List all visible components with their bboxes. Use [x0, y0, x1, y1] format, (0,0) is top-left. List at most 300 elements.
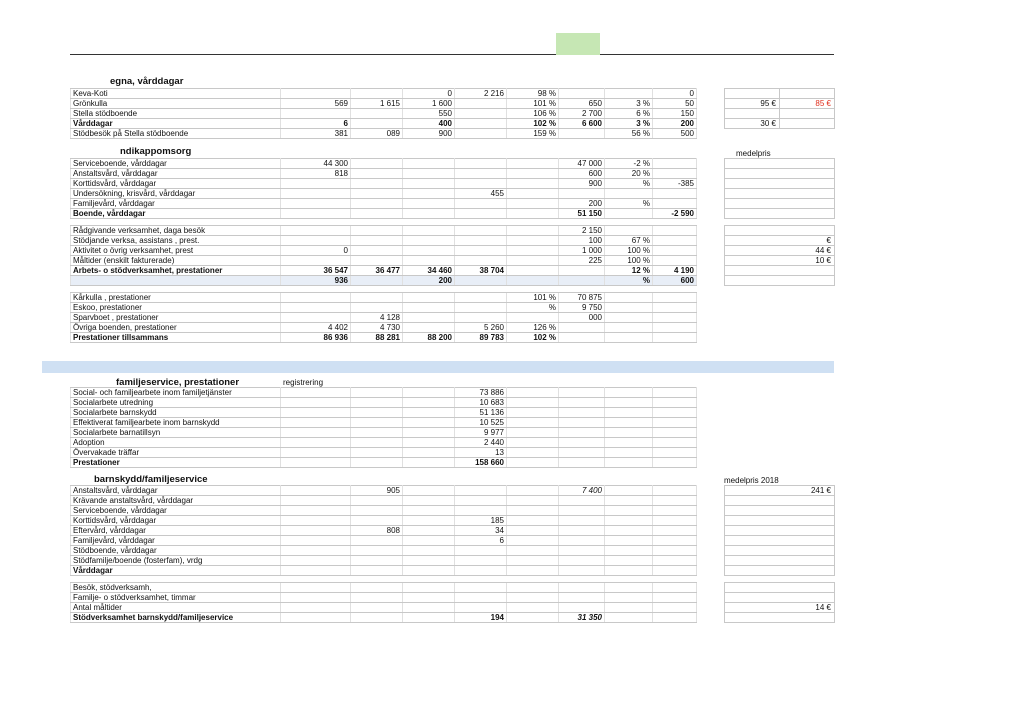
price-row	[725, 266, 835, 276]
table-row	[71, 448, 697, 458]
value-cell	[653, 438, 697, 448]
value-cell	[507, 179, 559, 189]
price-cell	[725, 593, 835, 603]
price-cell	[725, 566, 835, 576]
value-cell: 2 440	[455, 438, 507, 448]
value-cell	[559, 333, 605, 343]
price-row	[725, 486, 835, 496]
value-cell: 88 281	[351, 333, 403, 343]
price-cell	[725, 89, 780, 99]
value-cell	[507, 506, 559, 516]
value-cell: 36 477	[351, 266, 403, 276]
value-cell	[653, 323, 697, 333]
value-cell	[281, 303, 351, 313]
value-cell: 381	[281, 129, 351, 139]
value-cell: 31 350	[559, 613, 605, 623]
value-cell	[351, 388, 403, 398]
price-row	[725, 219, 835, 226]
row-label: Prestationer	[71, 458, 281, 468]
value-cell	[653, 583, 697, 593]
row-label: Undersökning, krisvård, vårddagar	[71, 189, 281, 199]
spacer-cell	[281, 219, 351, 226]
spacer-cell	[725, 576, 835, 583]
value-cell: 650	[559, 99, 605, 109]
section-title-familjeservice: familjeservice, prestationer	[116, 377, 240, 388]
value-cell	[403, 526, 455, 536]
table-row	[71, 169, 697, 179]
value-cell	[559, 526, 605, 536]
value-cell: 51 136	[455, 408, 507, 418]
value-cell: 0	[403, 89, 455, 99]
value-cell	[281, 536, 351, 546]
table-row	[71, 89, 697, 99]
value-cell	[507, 603, 559, 613]
value-cell	[281, 526, 351, 536]
table-row	[71, 408, 697, 418]
value-cell	[351, 189, 403, 199]
row-label: Familjevård, vårddagar	[71, 536, 281, 546]
value-cell	[507, 276, 559, 286]
value-cell	[507, 516, 559, 526]
table-row	[71, 418, 697, 428]
value-cell	[559, 398, 605, 408]
value-cell: 34	[455, 526, 507, 536]
value-cell	[281, 408, 351, 418]
value-cell	[605, 438, 653, 448]
table-row	[71, 516, 697, 526]
value-cell: -2 590	[653, 209, 697, 219]
value-cell	[455, 313, 507, 323]
table-row	[71, 486, 697, 496]
price-cell: 85 €	[780, 99, 835, 109]
row-label: Anstaltsvård, vårddagar	[71, 486, 281, 496]
price-cell	[725, 266, 835, 276]
value-cell	[281, 566, 351, 576]
value-cell	[653, 199, 697, 209]
table-row	[71, 603, 697, 613]
value-cell	[653, 256, 697, 266]
value-cell: 50	[653, 99, 697, 109]
value-cell	[605, 388, 653, 398]
value-cell	[653, 189, 697, 199]
value-cell	[653, 236, 697, 246]
value-cell	[559, 418, 605, 428]
row-label: Familjevård, vårddagar	[71, 199, 281, 209]
value-cell: 9 977	[455, 428, 507, 438]
value-cell	[605, 536, 653, 546]
value-cell	[605, 448, 653, 458]
row-label: Aktivitet o övrig verksamhet, prest	[71, 246, 281, 256]
row-label: Familje- o stödverksamhet, timmar	[71, 593, 281, 603]
value-cell: 34 460	[403, 266, 455, 276]
value-cell	[653, 556, 697, 566]
value-cell: 73 886	[455, 388, 507, 398]
value-cell	[455, 603, 507, 613]
row-label: Keva-Koti	[71, 89, 281, 99]
value-cell	[351, 438, 403, 448]
value-cell	[653, 159, 697, 169]
price-row	[725, 603, 835, 613]
value-cell	[351, 593, 403, 603]
table-row	[71, 246, 697, 256]
registrering-label: registrering	[283, 378, 324, 387]
price-cell	[725, 199, 835, 209]
value-cell	[507, 546, 559, 556]
table-row	[71, 179, 697, 189]
value-cell	[507, 583, 559, 593]
value-cell	[351, 546, 403, 556]
price-cell	[725, 583, 835, 593]
table-row	[71, 576, 697, 583]
table-row	[71, 593, 697, 603]
value-cell: 4 402	[281, 323, 351, 333]
row-label: Vårddagar	[71, 119, 281, 129]
value-cell	[507, 566, 559, 576]
value-cell	[605, 293, 653, 303]
value-cell: %	[605, 199, 653, 209]
value-cell: 2 150	[559, 226, 605, 236]
value-cell	[403, 536, 455, 546]
value-cell: 51 150	[559, 209, 605, 219]
price-row	[725, 199, 835, 209]
value-cell	[403, 408, 455, 418]
value-cell	[507, 256, 559, 266]
table-hospital-days	[70, 88, 697, 139]
value-cell	[605, 189, 653, 199]
spacer-cell	[281, 286, 351, 293]
value-cell	[281, 593, 351, 603]
value-cell	[605, 516, 653, 526]
value-cell	[351, 159, 403, 169]
value-cell	[351, 226, 403, 236]
price-cell	[725, 496, 835, 506]
value-cell: 0	[281, 246, 351, 256]
row-label: Besök, stödverksamh,	[71, 583, 281, 593]
table-child-protection-prices	[724, 485, 835, 623]
value-cell	[351, 448, 403, 458]
table-row	[71, 496, 697, 506]
value-cell	[281, 313, 351, 323]
price-row	[725, 89, 835, 99]
value-cell: 100	[559, 236, 605, 246]
spacer-cell	[403, 576, 455, 583]
value-cell	[281, 603, 351, 613]
value-cell	[605, 526, 653, 536]
table-row	[71, 398, 697, 408]
value-cell	[559, 536, 605, 546]
value-cell	[559, 603, 605, 613]
value-cell	[507, 536, 559, 546]
value-cell: 70 875	[559, 293, 605, 303]
value-cell	[403, 506, 455, 516]
spacer-cell	[605, 286, 653, 293]
header-rule	[70, 54, 834, 55]
value-cell	[653, 408, 697, 418]
value-cell: 36 547	[281, 266, 351, 276]
value-cell	[351, 566, 403, 576]
spacer-cell	[455, 219, 507, 226]
row-label: Eskoo, prestationer	[71, 303, 281, 313]
value-cell	[455, 486, 507, 496]
price-cell	[725, 226, 835, 236]
value-cell	[507, 408, 559, 418]
value-cell	[605, 398, 653, 408]
row-label: Rådgivande verksamhet, daga besök	[71, 226, 281, 236]
table-row	[71, 333, 697, 343]
value-cell	[351, 236, 403, 246]
price-cell: 10 €	[725, 256, 835, 266]
value-cell	[403, 246, 455, 256]
spacer-cell	[281, 576, 351, 583]
price-cell	[725, 556, 835, 566]
price-row	[725, 99, 835, 109]
value-cell: 88 200	[403, 333, 455, 343]
price-row	[725, 516, 835, 526]
value-cell	[605, 486, 653, 496]
value-cell	[507, 613, 559, 623]
value-cell	[605, 303, 653, 313]
value-cell	[281, 486, 351, 496]
value-cell	[455, 209, 507, 219]
value-cell	[351, 496, 403, 506]
value-cell	[559, 448, 605, 458]
value-cell	[507, 246, 559, 256]
section-title-barnskydd: barnskydd/familjeservice	[94, 474, 208, 485]
value-cell	[507, 266, 559, 276]
value-cell	[653, 613, 697, 623]
value-cell: 56 %	[605, 129, 653, 139]
value-cell	[653, 428, 697, 438]
table-row	[71, 613, 697, 623]
value-cell	[403, 323, 455, 333]
value-cell	[605, 226, 653, 236]
value-cell: 126 %	[507, 323, 559, 333]
value-cell	[653, 603, 697, 613]
price-row	[725, 276, 835, 286]
value-cell	[403, 566, 455, 576]
value-cell: 86 936	[281, 333, 351, 343]
price-row	[725, 209, 835, 219]
price-row	[725, 613, 835, 623]
value-cell	[605, 333, 653, 343]
value-cell	[653, 546, 697, 556]
value-cell: 225	[559, 256, 605, 266]
value-cell: 9 750	[559, 303, 605, 313]
table-row	[71, 428, 697, 438]
table-row	[71, 159, 697, 169]
value-cell	[507, 159, 559, 169]
value-cell	[455, 129, 507, 139]
value-cell	[403, 398, 455, 408]
price-row	[725, 189, 835, 199]
value-cell	[403, 418, 455, 428]
value-cell: 7 400	[559, 486, 605, 496]
value-cell	[281, 428, 351, 438]
value-cell	[559, 388, 605, 398]
table-row	[71, 556, 697, 566]
value-cell	[281, 199, 351, 209]
value-cell	[559, 506, 605, 516]
price-cell: 14 €	[725, 603, 835, 613]
value-cell	[605, 546, 653, 556]
value-cell: 936	[281, 276, 351, 286]
value-cell	[653, 448, 697, 458]
value-cell	[351, 458, 403, 468]
value-cell	[653, 313, 697, 323]
value-cell: 13	[455, 448, 507, 458]
value-cell	[605, 323, 653, 333]
value-cell: 600	[653, 276, 697, 286]
value-cell: 12 %	[605, 266, 653, 276]
value-cell	[653, 516, 697, 526]
price-row	[725, 576, 835, 583]
value-cell: 6	[455, 536, 507, 546]
value-cell	[559, 556, 605, 566]
value-cell	[507, 226, 559, 236]
value-cell	[653, 566, 697, 576]
value-cell	[455, 246, 507, 256]
row-label: Eftervård, vårddagar	[71, 526, 281, 536]
value-cell: 2 700	[559, 109, 605, 119]
value-cell	[653, 536, 697, 546]
value-cell	[281, 546, 351, 556]
row-label: Adoption	[71, 438, 281, 448]
value-cell	[605, 583, 653, 593]
value-cell	[507, 199, 559, 209]
row-label: Korttidsvård, vårddagar	[71, 179, 281, 189]
value-cell	[507, 458, 559, 468]
value-cell: 4 190	[653, 266, 697, 276]
value-cell: 100 %	[605, 256, 653, 266]
value-cell	[351, 119, 403, 129]
value-cell: 1 600	[403, 99, 455, 109]
price-row	[725, 566, 835, 576]
value-cell	[507, 428, 559, 438]
spacer-cell	[71, 219, 281, 226]
value-cell	[281, 293, 351, 303]
value-cell	[281, 506, 351, 516]
value-cell	[455, 236, 507, 246]
spacer-cell	[653, 219, 697, 226]
section-band	[42, 361, 834, 373]
table-row	[71, 219, 697, 226]
row-label: Grönkulla	[71, 99, 281, 109]
price-row	[725, 226, 835, 236]
spacer-cell	[653, 286, 697, 293]
value-cell	[507, 398, 559, 408]
value-cell	[653, 506, 697, 516]
value-cell	[351, 209, 403, 219]
price-cell: 241 €	[725, 486, 835, 496]
value-cell	[351, 408, 403, 418]
value-cell	[351, 556, 403, 566]
value-cell	[559, 323, 605, 333]
table-row	[71, 286, 697, 293]
value-cell	[605, 496, 653, 506]
value-cell	[403, 159, 455, 169]
price-cell	[725, 189, 835, 199]
value-cell	[455, 593, 507, 603]
value-cell	[455, 179, 507, 189]
value-cell: 6 %	[605, 109, 653, 119]
value-cell	[653, 418, 697, 428]
value-cell	[507, 496, 559, 506]
price-cell	[725, 516, 835, 526]
value-cell: 3 %	[605, 99, 653, 109]
value-cell	[403, 583, 455, 593]
row-label: Måltider (enskilt fakturerade)	[71, 256, 281, 266]
value-cell	[351, 506, 403, 516]
price-cell	[780, 119, 835, 129]
value-cell	[403, 303, 455, 313]
value-cell: 500	[653, 129, 697, 139]
value-cell	[403, 458, 455, 468]
value-cell: 5 260	[455, 323, 507, 333]
value-cell	[455, 303, 507, 313]
value-cell: 98 %	[507, 89, 559, 99]
value-cell: 102 %	[507, 119, 559, 129]
value-cell: 158 660	[455, 458, 507, 468]
value-cell	[605, 209, 653, 219]
value-cell	[507, 556, 559, 566]
value-cell: 194	[455, 613, 507, 623]
row-label: Stödboende, vårddagar	[71, 546, 281, 556]
value-cell	[281, 448, 351, 458]
price-row	[725, 179, 835, 189]
price-cell	[725, 526, 835, 536]
value-cell	[281, 179, 351, 189]
value-cell	[507, 438, 559, 448]
value-cell: 101 %	[507, 293, 559, 303]
row-label: Stödverksamhet barnskydd/familjeservice	[71, 613, 281, 623]
value-cell	[281, 236, 351, 246]
value-cell: 102 %	[507, 333, 559, 343]
value-cell	[455, 583, 507, 593]
value-cell	[455, 556, 507, 566]
value-cell	[559, 276, 605, 286]
price-cell	[725, 179, 835, 189]
table-disability-care	[70, 158, 697, 343]
value-cell: 6 600	[559, 119, 605, 129]
value-cell: 905	[351, 486, 403, 496]
table-row	[71, 199, 697, 209]
price-row	[725, 169, 835, 179]
spacer-cell	[71, 576, 281, 583]
value-cell	[281, 388, 351, 398]
value-cell	[455, 119, 507, 129]
price-row	[725, 526, 835, 536]
price-cell	[725, 536, 835, 546]
row-label: Arbets- o stödverksamhet, prestationer	[71, 266, 281, 276]
price-row	[725, 236, 835, 246]
value-cell	[559, 566, 605, 576]
value-cell: 185	[455, 516, 507, 526]
value-cell	[351, 613, 403, 623]
value-cell: 10 525	[455, 418, 507, 428]
value-cell	[559, 458, 605, 468]
row-label: Social- och familjearbete inom familjetjänster	[71, 388, 281, 398]
value-cell	[403, 428, 455, 438]
table-row	[71, 276, 697, 286]
value-cell: 47 000	[559, 159, 605, 169]
value-cell	[605, 566, 653, 576]
price-cell	[725, 109, 780, 119]
price-cell	[725, 209, 835, 219]
value-cell	[507, 209, 559, 219]
value-cell: 600	[559, 169, 605, 179]
table-row	[71, 526, 697, 536]
value-cell	[403, 546, 455, 556]
